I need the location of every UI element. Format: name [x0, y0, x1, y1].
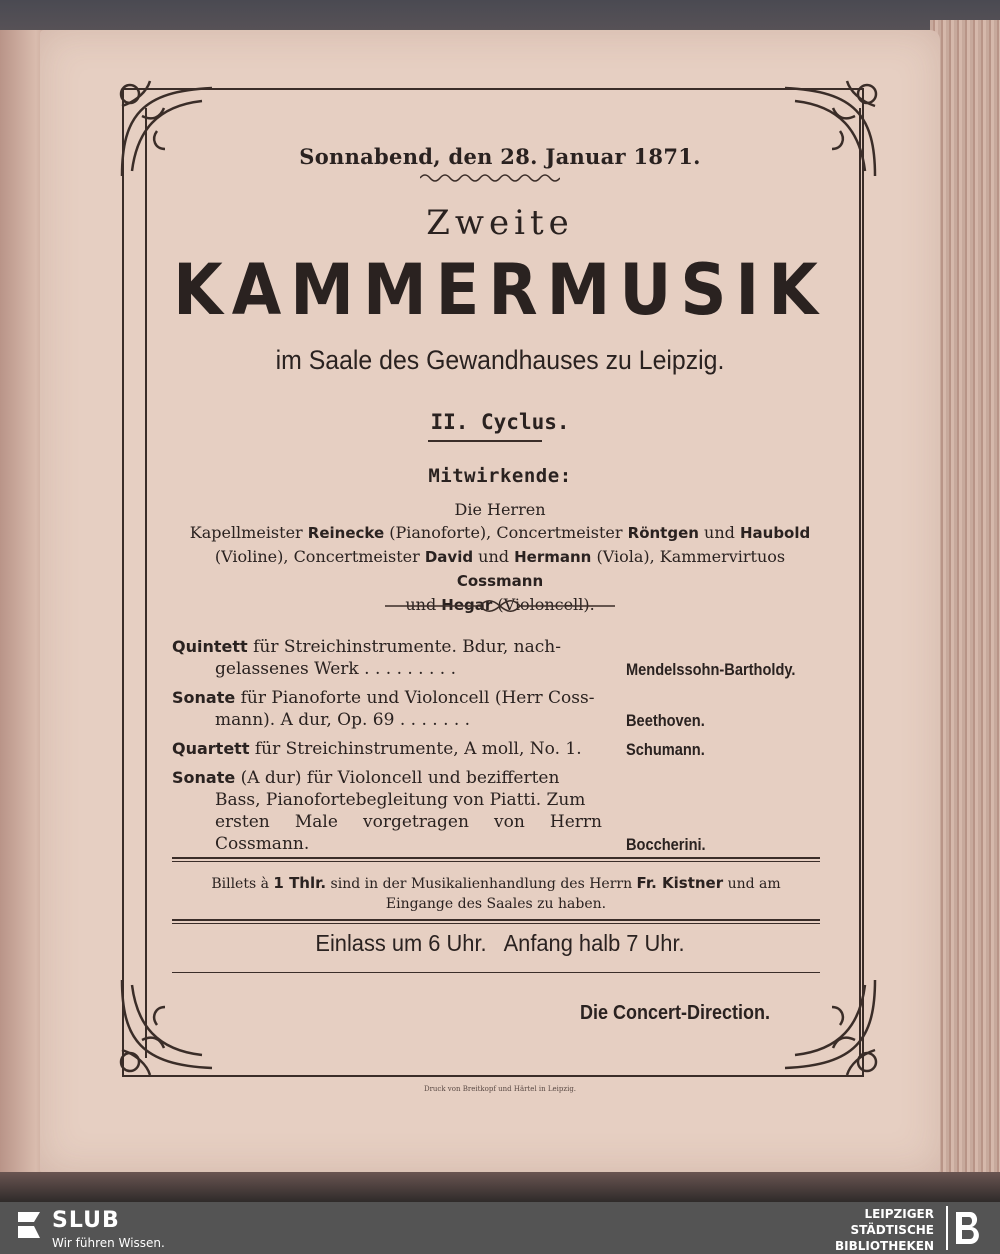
program-item — [172, 767, 832, 855]
title-ordinal: Zweite — [426, 203, 574, 243]
work-text: (A dur) für Violoncell und bezifferten — [235, 768, 560, 788]
performers-text: (Violine), Concertmeister — [214, 547, 425, 566]
performers-text: und — [405, 595, 442, 614]
work-description — [172, 636, 602, 680]
composer-name: Mendelssohn-Bartholdy. — [626, 660, 796, 679]
performer-name: Cossmann — [456, 572, 544, 590]
cycle-label: II. Cyclus. — [430, 410, 570, 434]
work-text: für Streichinstrumente, A moll, No. 1. — [249, 739, 582, 759]
work-description — [172, 767, 602, 855]
library-logo-icon — [946, 1206, 990, 1250]
program-item — [172, 738, 832, 760]
composer-name: Boccherini. — [626, 835, 706, 854]
performers-text: und — [473, 547, 515, 566]
performer-name: Haubold — [739, 524, 811, 542]
ticket-text: Eingange des Saales zu haben. — [385, 896, 607, 912]
ticket-info — [172, 873, 820, 914]
performers-intro: Die Herren — [454, 500, 546, 519]
program-item — [172, 636, 832, 680]
library-name-line: STÄDTISCHE — [850, 1223, 934, 1237]
composer-name: Beethoven. — [626, 711, 705, 730]
concert-date: Sonnabend, den 28. Januar 1871. — [299, 144, 701, 169]
book-bottom-shadow — [0, 1172, 1000, 1202]
divider-rule — [172, 923, 820, 924]
corner-ornament-icon — [775, 970, 885, 1080]
work-form: Quartett — [172, 739, 250, 758]
slub-logo-text: SLUB — [52, 1208, 120, 1233]
performers-text: (Viola), Kammervirtuos — [591, 547, 786, 566]
performers-text: Kapellmeister — [189, 523, 308, 542]
performer-name: Hermann — [514, 548, 592, 566]
divider-rule — [172, 861, 820, 862]
work-form: Sonate — [172, 768, 236, 787]
work-text: ersten Male vorgetragen von Herrn Cossmann. — [215, 812, 602, 854]
admission-times: Einlass um 6 Uhr. Anfang halb 7 Uhr. — [315, 930, 685, 956]
performer-name: Reinecke — [307, 524, 385, 542]
performers-text: (Violoncell). — [492, 595, 595, 614]
slub-tagline: Wir führen Wissen. — [52, 1236, 165, 1250]
venue-line: im Saale des Gewandhauses zu Leipzig. — [275, 345, 725, 375]
wavy-rule-icon — [420, 172, 560, 184]
library-name-line: BIBLIOTHEKEN — [834, 1239, 934, 1253]
library-name-line: LEIPZIGER — [864, 1207, 934, 1221]
corner-ornament-icon — [112, 970, 222, 1080]
work-description — [172, 738, 602, 760]
signature: Die Concert-Direction. — [580, 1002, 771, 1024]
library-name — [835, 1206, 934, 1254]
ornamental-divider-icon — [385, 599, 615, 613]
performers-heading: Mitwirkende: — [428, 465, 572, 487]
work-description — [172, 687, 602, 731]
program-list — [172, 636, 832, 862]
work-text: Bass, Pianofortebegleitung von Piatti. Zum — [215, 790, 586, 810]
printer-imprint: Druck von Breitkopf und Härtel in Leipzig. — [423, 1085, 577, 1093]
performer-name: Röntgen — [627, 524, 699, 542]
composer-name: Schumann. — [626, 740, 705, 759]
ticket-text: sind in der Musikalienhandlung des Herrn — [326, 876, 637, 892]
performers-text: und — [698, 523, 740, 542]
ticket-text: und am — [723, 876, 781, 892]
cycle-underline — [428, 440, 542, 442]
program-item — [172, 687, 832, 731]
ticket-price: 1 Thlr. — [273, 874, 327, 892]
work-text: für Streichinstrumente. Bdur, nach- — [247, 637, 561, 657]
page-stack-edge — [930, 20, 1000, 1180]
performers-text: (Pianoforte), Concertmeister — [384, 523, 628, 542]
divider-rule — [172, 972, 820, 973]
slub-logo-icon — [14, 1210, 44, 1240]
page-title: KAMMERMUSIK — [173, 250, 827, 332]
work-text: für Pianoforte und Violoncell (Herr Coss- — [235, 688, 595, 708]
work-form: Quintett — [172, 637, 248, 656]
work-text: mann). A dur, Op. 69 . . . . . . . — [215, 710, 471, 730]
divider-rule — [172, 919, 820, 921]
ticket-vendor: Fr. Kistner — [636, 874, 724, 892]
performer-name: David — [424, 548, 474, 566]
corner-ornament-icon — [775, 76, 885, 186]
work-form: Sonate — [172, 688, 236, 707]
footer-bar — [0, 1202, 1000, 1254]
corner-ornament-icon — [112, 76, 222, 186]
work-text: gelassenes Werk . . . . . . . . . — [215, 659, 457, 679]
performer-name: Hegar — [441, 596, 493, 614]
ticket-text: Billets à — [211, 876, 274, 892]
divider-rule — [172, 857, 820, 859]
